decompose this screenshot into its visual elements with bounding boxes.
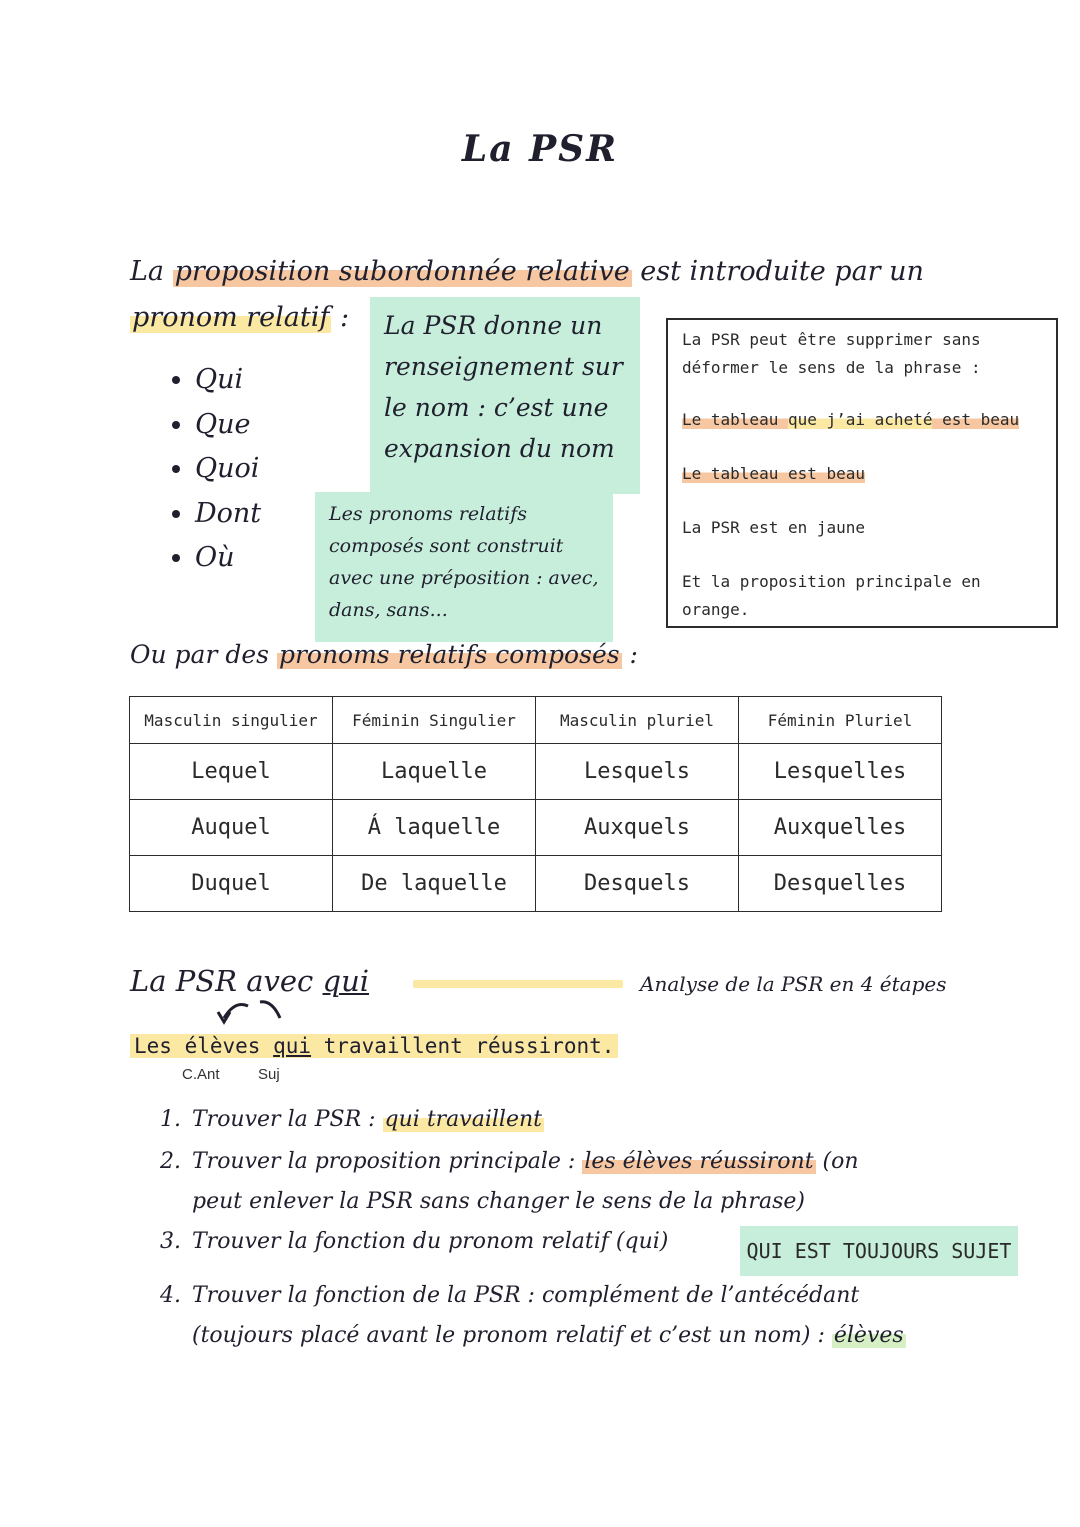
table-cell: Desquels: [536, 856, 739, 912]
step-text-rest: (on: [815, 1149, 859, 1174]
info-line-1: La PSR peut être supprimer sans déformer le sens de la phrase :: [682, 330, 981, 377]
expansion-note: La PSR donne un renseignement sur le nom : c’est une expansion du nom: [370, 297, 640, 494]
section-title: [130, 964, 369, 998]
label-sujet: Suj: [258, 1066, 280, 1083]
step-highlight: élèves: [833, 1323, 904, 1348]
table-row: [130, 856, 942, 912]
table-cell: Laquelle: [333, 744, 536, 800]
compound-highlight: pronoms relatifs composés: [278, 640, 620, 669]
info-example-suffix: est beau: [932, 410, 1020, 429]
arrow-icon: [210, 996, 290, 1032]
intro-line: [130, 252, 924, 292]
step-4-continued: [160, 1316, 906, 1356]
table-cell: Duquel: [130, 856, 333, 912]
step-text: Trouver la proposition principale :: [192, 1149, 583, 1174]
pronom-label-line: [130, 302, 349, 333]
step-2-continued: peut enlever la PSR sans changer le sens de la phrase): [192, 1189, 805, 1214]
table-cell: Auquel: [130, 800, 333, 856]
compound-suffix: :: [621, 640, 638, 669]
table-header: Masculin pluriel: [536, 697, 739, 744]
list-item: • Dont: [195, 492, 261, 537]
intro-suffix: est introduite par un: [631, 256, 924, 287]
compound-intro: [130, 640, 638, 669]
sentence-part-1: Les élèves: [134, 1034, 274, 1058]
table-cell: Auxquels: [536, 800, 739, 856]
table-header: Féminin Singulier: [333, 697, 536, 744]
example-sentence: [130, 1034, 618, 1058]
info-example-prefix: Le tableau: [682, 410, 788, 429]
step-text: Trouver la fonction du pronom relatif (qui): [192, 1229, 669, 1254]
table-row: [130, 800, 942, 856]
table-cell: Lequel: [130, 744, 333, 800]
step-number: 4.: [160, 1283, 181, 1308]
info-line-5: Et la proposition principale en orange.: [682, 572, 981, 619]
sentence-part-2: travaillent réussiront.: [311, 1034, 615, 1058]
section-title-prefix: La PSR avec: [130, 964, 323, 998]
sentence-qui: qui: [273, 1034, 312, 1058]
table-cell: De laquelle: [333, 856, 536, 912]
info-line-4: La PSR est en jaune: [682, 518, 866, 537]
step-highlight: les élèves réussiront: [584, 1149, 814, 1174]
info-example: [682, 406, 1042, 434]
step-2: [160, 1142, 859, 1182]
compound-prefix: Ou par des: [130, 640, 277, 669]
list-item: • Qui: [195, 358, 261, 403]
step-highlight: qui travaillent: [384, 1107, 542, 1132]
compound-pronoun-note: Les pronoms relatifs composés sont construit avec une préposition : avec, dans, sans...: [315, 492, 613, 642]
table-cell: Á laquelle: [333, 800, 536, 856]
table-header: Masculin singulier: [130, 697, 333, 744]
list-item: • Quoi: [195, 447, 261, 492]
step-text: (toujours placé avant le pronom relatif et c’est un nom) :: [192, 1323, 832, 1348]
section-title-qui: qui: [322, 964, 370, 998]
analyse-caption: Analyse de la PSR en 4 étapes: [640, 972, 947, 996]
info-box: [666, 318, 1058, 628]
table-header-row: [130, 697, 942, 744]
subject-tag: QUI EST TOUJOURS SUJET: [740, 1226, 1018, 1276]
table-cell: Lesquelles: [739, 744, 942, 800]
info-line-3: Le tableau est beau: [682, 464, 866, 483]
pronom-colon: :: [331, 302, 350, 333]
list-item: • Que: [195, 403, 261, 448]
step-number: 2.: [160, 1149, 181, 1174]
list-item: • Où: [195, 536, 261, 581]
table-cell: Auxquelles: [739, 800, 942, 856]
step-1: [160, 1100, 544, 1140]
compound-pronoun-table: [129, 696, 942, 912]
step-4: [160, 1276, 859, 1316]
table-row: [130, 744, 942, 800]
intro-highlight: proposition subordonnée relative: [174, 256, 630, 287]
step-text: Trouver la fonction de la PSR : complément de l’antécédant: [192, 1283, 860, 1308]
intro-prefix: La: [130, 256, 173, 287]
step-number: 1.: [160, 1107, 181, 1132]
step-number: 3.: [160, 1229, 181, 1254]
step-text: Trouver la PSR :: [192, 1107, 383, 1132]
label-antecedent: C.Ant: [182, 1066, 220, 1083]
table-cell: Desquelles: [739, 856, 942, 912]
yellow-divider: [413, 980, 623, 988]
step-3: [160, 1222, 668, 1262]
pronom-label: pronom relatif: [132, 302, 330, 333]
page-title: La PSR: [461, 128, 619, 170]
info-example-psr: que j’ai acheté: [787, 410, 933, 429]
table-header: Féminin Pluriel: [739, 697, 942, 744]
pronom-list: [155, 358, 261, 581]
table-cell: Lesquels: [536, 744, 739, 800]
